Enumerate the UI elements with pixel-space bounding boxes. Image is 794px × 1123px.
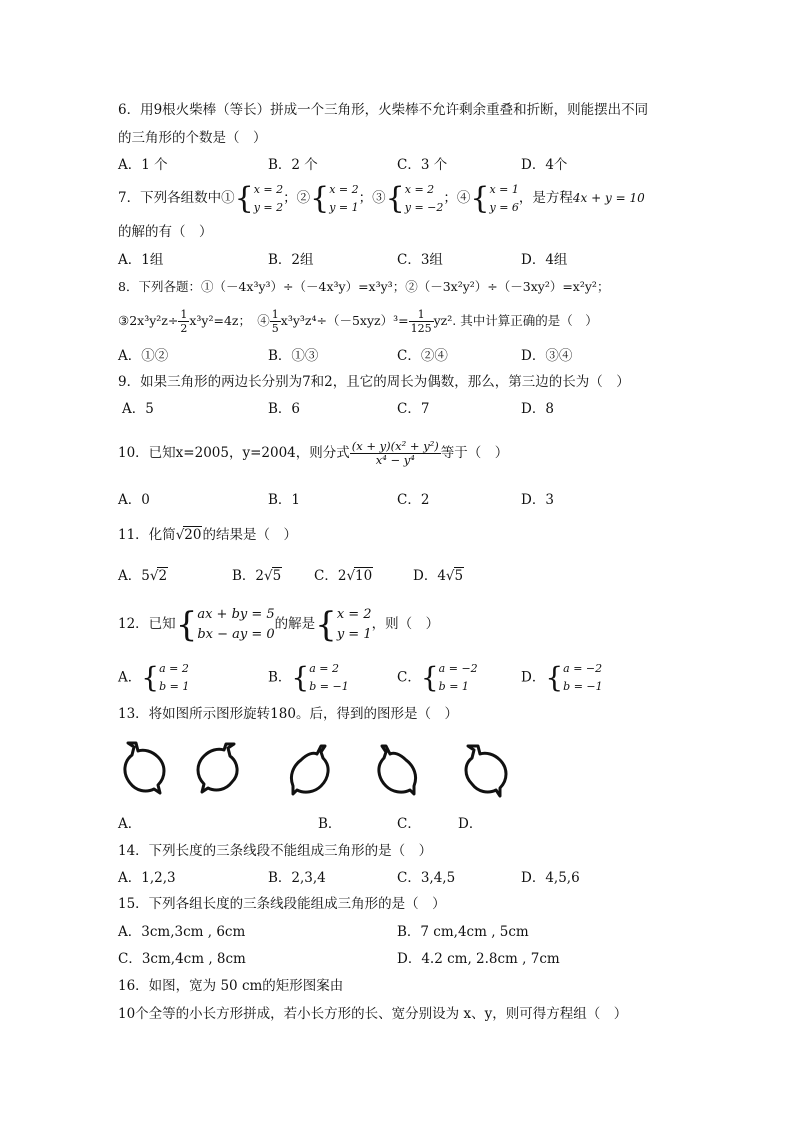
q15-option-b: B．7 cm,4cm , 5cm <box>397 924 529 940</box>
q8-item4-result: yz². 其中计算正确的是（ ） <box>433 313 598 328</box>
q13-label-a: A． <box>118 816 142 832</box>
q11-option-c: C．2√10 <box>314 568 373 584</box>
leaf-figure-option-b <box>287 742 335 798</box>
q15-option-a: A．3cm,3cm , 6cm <box>118 924 246 940</box>
leaf-figure-option-d <box>460 742 510 800</box>
q8-line1: 8．下列各题：①（－4x³y³）÷（－4x³y）=x³y³；②（－3x²y²）÷（－3xy²）=x²y²； <box>118 279 610 294</box>
q7-option-c: C．3组 <box>397 252 443 268</box>
q13-label-b: B． <box>318 816 342 832</box>
q7-option-d: D．4组 <box>521 252 568 268</box>
q10-option-a: A．0 <box>118 492 150 508</box>
q13-line1: 13．将如图所示图形旋转180。后，得到的图形是（ ） <box>118 706 458 722</box>
q8-item3-result: x³y²=4z； ④ <box>189 313 270 328</box>
q9-line1: 9．如果三角形的两边长分别为7和2，且它的周长为偶数，那么，第三边的长为（ ） <box>118 374 630 390</box>
q9-option-a: A．5 <box>122 401 154 417</box>
q8-line2 <box>118 306 598 336</box>
q7-prefix: 7．下列各组数中① <box>118 190 235 206</box>
q15-line1: 15．下列各组长度的三条线段能组成三角形的是（ ） <box>118 896 446 912</box>
q7-system-2: { x = 2 y = 1 <box>310 180 359 216</box>
q9-option-c: C．7 <box>397 401 430 417</box>
q14-option-a: A．1,2,3 <box>118 870 176 886</box>
q12-system-b: { x = 2 y = 1 <box>315 604 372 645</box>
q16-line1: 16．如图，宽为 50 cm的矩形图案由 <box>118 978 344 994</box>
q6-option-a: A．1 个 <box>118 157 168 173</box>
q11-option-a: A．5√2 <box>118 568 168 584</box>
q12-system-a: { ax + by = 5 bx − ay = 0 <box>175 604 275 645</box>
q7-equation: 4x + y = 10 <box>572 191 645 205</box>
q10-option-c: C．2 <box>397 492 430 508</box>
q11-suffix: 的结果是（ ） <box>202 527 297 543</box>
q7-sep-4: ；④ <box>443 190 471 206</box>
q8-fraction-125: $\frac{1}{125}$ <box>410 308 432 335</box>
q15-option-d: D．4.2 cm, 2.8cm , 7cm <box>397 951 560 967</box>
q9-option-d: D．8 <box>521 401 554 417</box>
q12-line1 <box>118 604 439 645</box>
q10-suffix: 等于（ ） <box>440 445 509 461</box>
q7-system-3: { x = 2 y = −2 <box>385 180 444 216</box>
q8-option-d: D．③④ <box>521 348 573 364</box>
q11-option-b: B．2√5 <box>232 568 282 584</box>
q6-line2: 的三角形的个数是（ ） <box>118 130 267 146</box>
q6-line1: 6．用9根火柴棒（等长）拼成一个三角形，火柴棒不允许剩余重叠和折断，则能摆出不同 <box>118 102 649 118</box>
q14-option-b: B．2,3,4 <box>268 870 326 886</box>
q8-option-a: A．①② <box>118 348 169 364</box>
q12-prefix: 12．已知 <box>118 616 176 632</box>
q7-option-b: B．2组 <box>268 252 314 268</box>
q8-item3-text: ③2x³y²z÷ <box>118 313 179 328</box>
q11-radical: √20 <box>175 527 202 543</box>
q12-option-b: B．{ a = 2 b = −1 <box>268 661 349 694</box>
q13-label-c: C． <box>397 816 421 832</box>
q7-line1 <box>118 180 645 217</box>
q14-option-d: D．4,5,6 <box>521 870 580 886</box>
q12-mid: 的解是 <box>274 616 316 632</box>
q16-line2: 10个全等的小长方形拼成，若小长方形的长、宽分别设为 x、y，则可得方程组（ ） <box>118 1006 628 1022</box>
leaf-figure-option-a <box>192 740 244 796</box>
q7-sep-2: ；② <box>283 190 311 206</box>
q8-fraction-fifth: $\frac{1}{5}$ <box>271 308 279 335</box>
leaf-figure-option-c <box>372 742 420 798</box>
q10-prefix: 10．已知x=2005，y=2004，则分式 <box>118 445 350 461</box>
q12-option-a: A．{ a = 2 b = 1 <box>118 661 190 694</box>
q11-option-d: D．4√5 <box>413 568 464 584</box>
q11-prefix: 11．化简 <box>118 527 176 543</box>
q7-line2: 的解的有（ ） <box>118 224 213 240</box>
q6-option-b: B．2 个 <box>268 157 318 173</box>
q6-option-c: C．3 个 <box>397 157 448 173</box>
q10-line1 <box>118 436 508 470</box>
q13-label-d: D． <box>458 816 483 832</box>
q7-system-1: { x = 2 y = 2 <box>234 180 284 216</box>
q12-suffix: ，则（ ） <box>371 616 440 632</box>
q10-option-b: B．1 <box>268 492 301 508</box>
q7-system-4: { x = 1 y = 6 <box>470 180 519 216</box>
q8-fraction-half: $\frac{1}{2}$ <box>180 308 188 335</box>
q10-option-d: D．3 <box>521 492 554 508</box>
q15-option-c: C．3cm,4cm , 8cm <box>118 951 246 967</box>
q8-option-c: C．②④ <box>397 348 448 364</box>
q6-option-d: D．4个 <box>521 157 568 173</box>
q14-line1: 14．下列长度的三条线段不能组成三角形的是（ ） <box>118 843 433 859</box>
q14-option-c: C．3,4,5 <box>397 870 456 886</box>
q8-option-b: B．①③ <box>268 348 319 364</box>
q10-fraction: $\frac{\text{(x + y)(x² + y²)}}{\text{x⁴ − y⁴}}$ <box>351 439 439 467</box>
q8-item4-text: x³y³z⁴÷（－5xyz）³= <box>280 313 409 328</box>
leaf-figure-original <box>118 737 170 799</box>
q7-option-a: A．1组 <box>118 252 164 268</box>
q7-sep-3: ；③ <box>358 190 386 206</box>
q9-option-b: B．6 <box>268 401 301 417</box>
q12-option-d: D．{ a = −2 b = −1 <box>521 661 603 694</box>
q7-suffix: ，是方程 <box>518 190 573 206</box>
q11-line1 <box>118 526 297 544</box>
q12-option-c: C．{ a = −2 b = 1 <box>397 661 478 694</box>
